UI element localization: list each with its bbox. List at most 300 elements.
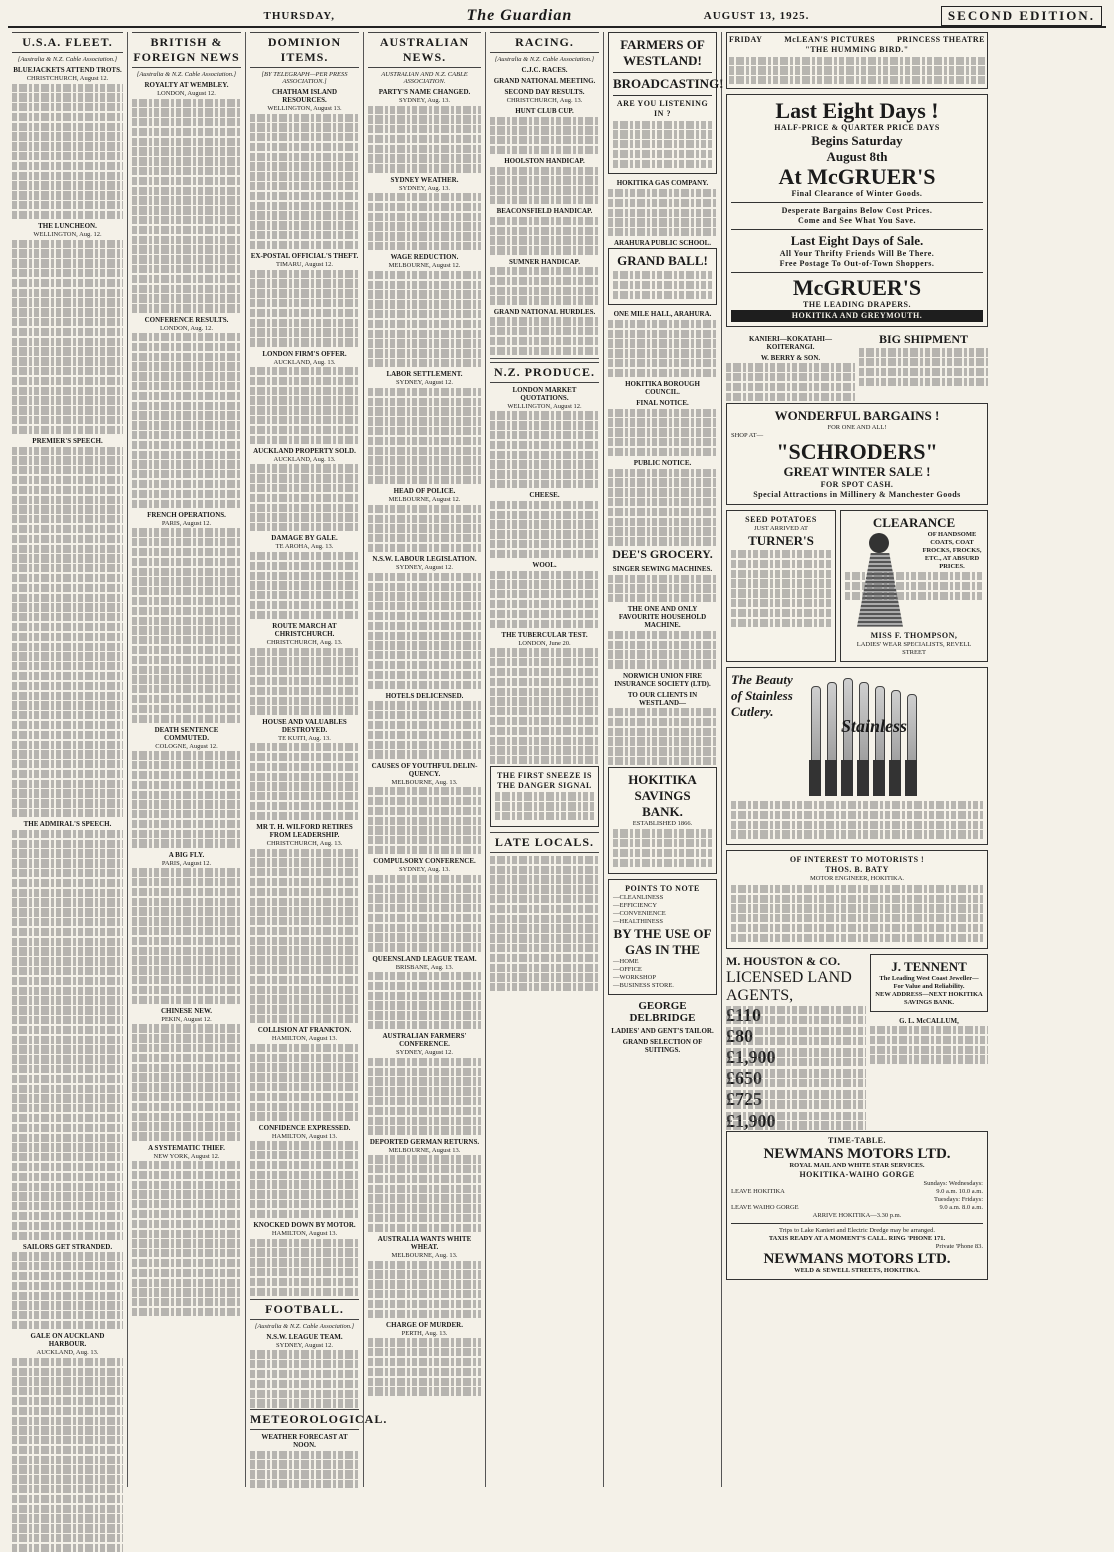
come-and-see: Come and See What You Save. [798, 215, 916, 225]
article-headline: DEPORTED GERMAN RETURNS. [369, 1137, 480, 1146]
article [250, 88, 359, 249]
article-headline: EX-POSTAL OFFICIAL'S THEFT. [250, 252, 359, 261]
race-title: HOOLSTON HANDICAP. [504, 157, 585, 166]
article-body [490, 571, 599, 628]
suitings-title: GRAND SELECTION OF SUITINGS. [622, 1037, 703, 1054]
article [132, 511, 241, 723]
column-ads [722, 32, 992, 1487]
article [132, 851, 241, 1004]
article-headline: KNOCKED DOWN BY MOTOR. [253, 1221, 356, 1230]
article-body [490, 648, 599, 764]
article-body [368, 193, 481, 250]
article [12, 222, 123, 434]
sneeze-title: THE FIRST SNEEZE IS THE DANGER SIGNAL [497, 770, 592, 790]
article-body [12, 830, 123, 1240]
arrive-hokitika: ARRIVE HOKITIKA—3.30 p.m. [812, 1212, 902, 1220]
article [368, 955, 481, 1030]
delbridge-title: GEORGE DELBRIDGE [629, 999, 696, 1024]
article [12, 1332, 123, 1552]
article-body [368, 1261, 481, 1318]
football-loc: SYDNEY, August 12. [276, 1341, 333, 1349]
hall-title: ONE MILE HALL, ARAHURA. [613, 310, 712, 319]
article-body [368, 875, 481, 952]
tennent-name: J. TENNENT [891, 958, 967, 974]
article [12, 437, 123, 817]
thompson-name: MISS F. THOMPSON, [870, 630, 958, 640]
article-dateline: TE KUITI, Aug. 13. [278, 734, 331, 742]
half-price-days: HALF-PRICE & QUARTER PRICE DAYS [774, 122, 940, 132]
article [368, 555, 481, 689]
tennent-address: NEW ADDRESS—NEXT HOKITIKA SAVINGS BANK. [875, 990, 983, 1006]
property-listing [726, 1048, 866, 1068]
article [132, 1144, 241, 1317]
article-dateline: AUCKLAND, Aug. 13. [273, 358, 336, 366]
article-dateline: CHRISTCHURCH, Aug. 13. [266, 639, 343, 647]
article-body [368, 573, 481, 689]
article-headline: AUCKLAND PROPERTY SOLD. [253, 446, 356, 455]
article-headline: PREMIER'S SPEECH. [32, 437, 103, 446]
newmans-ad [726, 1131, 988, 1280]
article-body [250, 552, 359, 619]
article [132, 1007, 241, 1141]
tennent-sub: The Leading West Coast Jeweller—For Value and Reliability. [879, 974, 979, 990]
grand-ball-ad [608, 248, 717, 305]
football-sub: N.S.W. LEAGUE TEAM. [266, 1332, 343, 1341]
motorists-ad [726, 850, 988, 948]
article-body [368, 972, 481, 1029]
article-headline: THE LUNCHEON. [38, 222, 97, 231]
newmans-address: WELD & SEWELL STREETS, HOKITIKA. [794, 1267, 920, 1275]
article [12, 1243, 123, 1329]
newmans-title: NEWMANS MOTORS LTD. [763, 1146, 951, 1163]
article-headline: WAGE REDUCTION. [390, 253, 459, 262]
thrifty-friends: All Your Thrifty Friends Will Be There. [779, 248, 935, 258]
bank-established: ESTABLISHED 1866. [632, 819, 693, 827]
article-dateline: MELBOURNE, August 13. [388, 1146, 461, 1154]
article [368, 487, 481, 552]
article-body [250, 270, 359, 347]
big-shipment: BIG SHIPMENT [878, 331, 968, 346]
produce-sub: LONDON MARKET QUOTATIONS. [512, 385, 577, 402]
article-body [368, 271, 481, 367]
article-dateline: PEKIN, August 12. [161, 1015, 212, 1023]
article-headline: CHINESE NEW. [160, 1006, 213, 1015]
property-listing [726, 1112, 866, 1132]
final-clearance: Final Clearance of Winter Goods. [791, 188, 923, 198]
article-body [132, 1161, 241, 1316]
race-title: BEACONSFIELD HANDICAP. [496, 207, 593, 216]
article-body [250, 1451, 359, 1489]
seed-potatoes-ad [726, 510, 836, 662]
article [368, 762, 481, 855]
property-listing [726, 1090, 866, 1110]
seed-title: SEED POTATOES [745, 514, 817, 524]
article [368, 692, 481, 759]
baty-sub: MOTOR ENGINEER, HOKITIKA. [809, 875, 905, 883]
article [250, 1124, 359, 1218]
article-dateline: SYDNEY, Aug. 13. [399, 97, 450, 104]
school-title: ARAHURA PUBLIC SCHOOL. [613, 239, 712, 248]
gas-company-title: HOKITIKA GAS COMPANY. [616, 179, 709, 188]
article-headline: SYDNEY WEATHER. [390, 175, 459, 184]
theatre-label: PRINCESS THEATRE [897, 35, 985, 44]
property-price: £725 [726, 1089, 762, 1110]
grocery-title: DEE'S GROCERY. [612, 547, 713, 561]
wonderful-bargains: WONDERFUL BARGAINS ! [774, 407, 940, 423]
article-headline: LONDON FIRM'S OFFER. [262, 349, 347, 358]
article-dateline: TIMARU, August 12. [275, 261, 334, 269]
article-body [368, 505, 481, 552]
article-headline: LABOR SETTLEMENT. [386, 370, 463, 379]
at-mcgruers: At McGRUER'S [778, 163, 936, 189]
article [368, 1321, 481, 1396]
article [12, 66, 123, 219]
property-listing [726, 1027, 866, 1047]
article-headline: SAILORS GET STRANDED. [22, 1242, 113, 1251]
point-item: —EFFICIENCY [613, 901, 658, 909]
article-body [12, 240, 123, 434]
article-body [250, 367, 359, 444]
point-item: —HEALTHINESS [613, 917, 663, 925]
race-title: GRAND NATIONAL HURDLES. [493, 307, 596, 316]
sundays-label: Sundays: Wednesdays: [923, 1180, 983, 1188]
article-headline: CHARGE OF MURDER. [386, 1320, 463, 1329]
article [250, 622, 359, 715]
last-eight-days: Last Eight Days ! [775, 97, 939, 123]
tennent-ad [870, 954, 988, 1012]
article [132, 726, 241, 848]
article [368, 88, 481, 173]
article-body [490, 501, 599, 558]
article-headline: PARTY'S NAME CHANGED. [378, 88, 471, 96]
wool-sub: WOOL. [532, 561, 557, 570]
leave-hokitika: LEAVE HOKITIKA [731, 1188, 785, 1196]
for-one-and-all: FOR ONE AND ALL! [827, 423, 887, 431]
article [250, 350, 359, 444]
newmans-title-2: NEWMANS MOTORS LTD. [763, 1251, 951, 1268]
race-title: SUMNER HANDICAP. [509, 257, 580, 266]
gas-item: —BUSINESS STORE. [613, 981, 674, 989]
football-title: FOOTBALL. [250, 1299, 359, 1320]
meteo-sub: WEATHER FORECAST AT NOON. [261, 1433, 348, 1450]
article-dateline: SYDNEY, August 12. [396, 379, 453, 387]
point-item: —CONVENIENCE [613, 909, 666, 917]
lady-illustration [845, 531, 915, 631]
free-postage: Free Postage To Out-of-Town Shoppers. [779, 258, 935, 268]
special-attractions: Special Attractions in Millinery & Manchester Goods [753, 489, 961, 499]
gorge-title: HOKITIKA-WAIHO GORGE [799, 1170, 915, 1180]
produce-loc: WELLINGTON, August 12. [507, 402, 582, 410]
article-headline: AUSTRALIAN FARMERS' CONFERENCE. [382, 1032, 467, 1049]
article-headline: COLLISION AT FRANKTON. [257, 1026, 352, 1035]
stainless-script: Stainless [841, 715, 908, 736]
clearance-title: CLEARANCE [872, 514, 956, 530]
friend-title: THE ONE AND ONLY FAVOURITE HOUSEHOLD MACHINE. [618, 605, 707, 630]
houston-sub: LICENSED LAND AGENTS, [726, 968, 852, 1004]
article-headline: FRENCH OPERATIONS. [147, 510, 226, 519]
section-title: DOMINION ITEMS. [250, 32, 359, 68]
kaniere-title: KANIERI—KOKATAHI—KOITERANGI. [749, 334, 832, 351]
article-dateline: MELBOURNE, Aug. 13. [391, 1252, 458, 1260]
article [368, 857, 481, 951]
article-headline: DEATH SENTENCE COMMUTED. [154, 725, 219, 742]
article-headline: HEAD OF POLICE. [393, 487, 456, 496]
masthead-date: AUGUST 13, 1925. [703, 10, 810, 22]
article-body [490, 856, 599, 992]
fire-title: NORWICH UNION FIRE INSURANCE SOCIETY (LTD). [614, 671, 711, 688]
masthead-edition: SECOND EDITION. [941, 6, 1102, 26]
taxis-note: TAXIS READY AT A MOMENT'S CALL. RING 'PHONE 171. [768, 1235, 946, 1243]
article [368, 1138, 481, 1232]
section-title: BRITISH & FOREIGN NEWS [132, 32, 241, 68]
race-title: HUNT CLUB CUP. [515, 107, 574, 115]
article-dateline: COLOGNE, August 12. [155, 742, 218, 750]
column-racing [486, 32, 604, 1487]
article-dateline: TE AROHA, Aug. 13. [275, 543, 334, 551]
mcgruers-brand: McGRUER'S [792, 274, 922, 300]
article-dateline: NEW YORK, August 12. [153, 1152, 220, 1160]
mcgruers-towns: HOKITIKA AND GREYMOUTH. [731, 310, 983, 322]
begins-saturday: Begins Saturday [811, 132, 903, 148]
article-dateline: WELLINGTON, Aug. 12. [33, 231, 102, 239]
article-body [132, 868, 241, 1004]
article-headline: AUSTRALIA WANTS WHITE WHEAT. [377, 1235, 472, 1252]
article [12, 820, 123, 1239]
article-body [250, 464, 359, 531]
thompson-sub: LADIES' WEAR SPECIALISTS, REVELL STREET [856, 640, 972, 656]
friday-label: FRIDAY [729, 35, 763, 44]
august-date: August 8th [826, 148, 888, 164]
column-australian-news [364, 32, 486, 1487]
article-body [12, 447, 123, 818]
article-headline: CONFERENCE RESULTS. [144, 315, 229, 324]
clearance-sub: OF HANDSOME COATS, COAT FROCKS, FROCKS, ETC., AT ABSURD PRICES. [922, 530, 982, 570]
article [368, 1032, 481, 1134]
singer-title: SINGER SEWING MACHINES. [612, 565, 713, 573]
article-body [132, 528, 241, 722]
article-body [12, 1358, 123, 1552]
bank-title: HOKITIKA SAVINGS BANK. [628, 771, 697, 819]
article-dateline: CHRISTCHURCH, August 12. [26, 75, 109, 82]
article-dateline: SYDNEY, Aug. 13. [399, 184, 450, 192]
desperate-bargains: Desperate Bargains Below Cost Prices. [781, 205, 933, 215]
article-dateline: HAMILTON, August 13. [271, 1132, 338, 1140]
article [250, 1221, 359, 1296]
column-british-foreign [128, 32, 246, 1487]
leave-hokitika-times: 9.0 a.m. 10.0 a.m. [936, 1188, 983, 1196]
article-dateline: HAMILTON, August 13. [271, 1230, 338, 1238]
article-dateline: MELBOURNE, August 12. [388, 496, 461, 504]
article-headline: ROYALTY AT WEMBLEY. [144, 81, 229, 89]
article-body [12, 1252, 123, 1329]
article-body [368, 787, 481, 854]
article [132, 316, 241, 508]
article-dateline: SYDNEY, August 12. [396, 1049, 453, 1057]
article-dateline: BRISBANE, Aug. 13. [395, 963, 454, 971]
farmers-title: FARMERS OF WESTLAND! [620, 37, 705, 68]
article-body [250, 648, 359, 715]
article-headline: CONFIDENCE EXPRESSED. [258, 1123, 351, 1132]
article-dateline: AUCKLAND, Aug. 13. [36, 1349, 99, 1357]
racing-sub: SECOND DAY RESULTS. [504, 88, 585, 96]
article [250, 823, 359, 1023]
timetable-title: TIME-TABLE. [827, 1136, 887, 1146]
pictures-label: McLEAN'S PICTURES [784, 35, 876, 44]
gas-item: —OFFICE [613, 965, 642, 973]
article [250, 447, 359, 532]
point-item: —CLEANLINESS [613, 893, 664, 901]
houston-name: M. HOUSTON & CO. [726, 953, 841, 968]
article-headline: CHATHAM ISLAND RESOURCES. [271, 88, 337, 104]
article [368, 370, 481, 484]
article-body [368, 106, 481, 173]
article-dateline: MELBOURNE, Aug. 13. [391, 778, 458, 786]
article-headline: QUEENSLAND LEAGUE TEAM. [372, 954, 477, 963]
beauty-title: The Beauty of Stainless Cutlery. [731, 671, 793, 719]
article-body [132, 333, 241, 508]
article-dateline: LONDON, August 12. [157, 90, 216, 97]
article [250, 1026, 359, 1120]
mcgruers-ad [726, 94, 988, 327]
article-body [250, 1141, 359, 1218]
property-price: £650 [726, 1068, 762, 1089]
article-dateline: PERTH, Aug. 13. [401, 1329, 448, 1337]
schroders-ad [726, 403, 988, 505]
article [132, 81, 241, 313]
berry-title: W. BERRY & SON. [760, 353, 821, 362]
borough-title: HOKITIKA BOROUGH COUNCIL. [625, 380, 700, 397]
leave-waiho: LEAVE WAIHO GORGE [731, 1204, 799, 1212]
column-usa-fleet [8, 32, 128, 1487]
article-headline: BLUEJACKETS ATTEND TROTS. [13, 66, 122, 74]
tuesdays-label: Tuesdays: Fridays: [933, 1196, 983, 1204]
gas-item: —WORKSHOP [613, 973, 656, 981]
article-dateline: LONDON, Aug. 12. [160, 324, 213, 332]
mccallum-name: G. L. McCALLUM, [899, 1016, 959, 1025]
article [368, 176, 481, 251]
article-body [12, 84, 123, 220]
section-source: [Australia & N.Z. Cable Association.] [17, 56, 118, 63]
article-headline: ROUTE MARCH AT CHRISTCHURCH. [272, 622, 337, 639]
article-dateline: WELLINGTON, August 13. [267, 105, 342, 112]
article-dateline: PARIS, August 12. [161, 859, 212, 867]
article-dateline: CHRISTCHURCH, Aug. 13. [266, 840, 343, 848]
article [250, 252, 359, 346]
racing-sub: C.J.C. RACES. [521, 66, 568, 74]
section-title: U.S.A. FLEET. [12, 32, 123, 53]
public-notice-title: PUBLIC NOTICE. [633, 459, 692, 468]
section-source: AUSTRALIAN AND N.Z. CABLE ASSOCIATION. [381, 71, 468, 85]
article-headline: CAUSES OF YOUTHFUL DELIN-QUENCY. [371, 761, 478, 778]
late-locals-title: LATE LOCALS. [490, 832, 599, 853]
gas-use-title: BY THE USE OF GAS IN THE [613, 925, 712, 957]
article-body [132, 751, 241, 847]
clearance-ad [840, 510, 988, 662]
sneeze-ad [490, 766, 599, 827]
article-body [250, 1044, 359, 1121]
points-title: POINTS TO NOTE [625, 883, 700, 893]
leading-drapers: THE LEADING DRAPERS. [802, 299, 911, 309]
last-days-sale: Last Eight Days of Sale. [790, 232, 924, 248]
article-headline: DAMAGE BY GALE. [271, 534, 338, 543]
cheese-sub: CHEESE. [529, 491, 560, 500]
final-notice-title: FINAL NOTICE. [636, 399, 689, 408]
article [250, 718, 359, 820]
article-body [490, 411, 599, 488]
article-body [368, 1155, 481, 1232]
farmers-ad [608, 32, 724, 174]
article-headline: GALE ON AUCKLAND HARBOUR. [30, 1332, 105, 1349]
article-body [250, 849, 359, 1024]
gas-points-ad [608, 879, 717, 995]
produce-title: N.Z. PRODUCE. [490, 362, 599, 383]
article-body [250, 1350, 359, 1407]
masthead [8, 6, 1106, 28]
article-headline: COMPULSORY CONFERENCE. [373, 857, 476, 866]
article-dateline: PARIS, August 12. [161, 519, 212, 527]
property-price: £80 [726, 1026, 753, 1047]
section-title: AUSTRALIAN NEWS. [368, 32, 481, 68]
spot-cash: FOR SPOT CASH. [820, 479, 894, 489]
article-headline: HOTELS DELICENSED. [385, 691, 464, 700]
leave-waiho-times: 9.0 a.m. 8.0 a.m. [939, 1204, 983, 1212]
cutlery-ad [726, 667, 988, 846]
property-listing [726, 1069, 866, 1089]
section-source: [Australia & N.Z. Cable Association.] [136, 71, 237, 78]
article-body [368, 1338, 481, 1395]
broadcasting-title: BROADCASTING! [613, 76, 724, 91]
article-headline: THE ADMIRAL'S SPEECH. [23, 820, 112, 829]
racing-loc: CHRISTCHURCH, Aug. 13. [506, 97, 583, 104]
article-headline: HOUSE AND VALUABLES DESTROYED. [262, 717, 347, 734]
property-price: £1,900 [726, 1110, 776, 1131]
article-dateline: SYDNEY, Aug. 13. [399, 866, 450, 874]
property-price: £1,900 [726, 1047, 776, 1068]
masthead-day: THURSDAY, [263, 10, 335, 22]
property-listing [726, 1006, 866, 1026]
article [250, 534, 359, 619]
article-body [368, 388, 481, 484]
masthead-paper-title: The Guardian [466, 7, 573, 24]
section-source: [Australia & N.Z. Cable Association.] [494, 56, 595, 63]
knives-illustration [801, 676, 983, 796]
article-body [368, 1058, 481, 1135]
shop-at: SHOP AT— [731, 431, 764, 439]
seed-sub: JUST ARRIVED AT [753, 524, 809, 532]
article-body [132, 99, 241, 313]
turner-name: TURNER'S [748, 532, 814, 548]
racing-sub: GRAND NATIONAL MEETING. [493, 77, 596, 85]
columns [8, 32, 1106, 1487]
meteo-title: METEOROLOGICAL. [250, 1409, 359, 1430]
savings-bank-ad [608, 767, 717, 874]
article-headline: A SYSTEMATIC THIEF. [148, 1143, 225, 1152]
article-dateline: AUCKLAND, Aug. 13. [273, 455, 336, 463]
article-dateline: HAMILTON, August 13. [271, 1035, 338, 1043]
football-source: [Australia & N.Z. Cable Association.] [254, 1322, 355, 1330]
article-headline: N.S.W. LABOUR LEGISLATION. [372, 555, 477, 564]
motorists-title: OF INTEREST TO MOTORISTS ! [789, 855, 925, 865]
clients-title: TO OUR CLIENTS IN WESTLAND— [627, 690, 698, 707]
grand-ball-title: GRAND BALL! [617, 253, 708, 269]
section-source: [BY TELEGRAPH—PER PRESS ASSOCIATION.] [261, 71, 348, 85]
article-dateline: MELBOURNE, August 12. [388, 262, 461, 270]
article-body [250, 1239, 359, 1296]
article [368, 253, 481, 367]
tailor-title: LADIES' AND GENT'S TAILOR. [611, 1026, 714, 1035]
tb-loc: LONDON, June 20. [518, 639, 571, 647]
article-body [250, 114, 359, 250]
